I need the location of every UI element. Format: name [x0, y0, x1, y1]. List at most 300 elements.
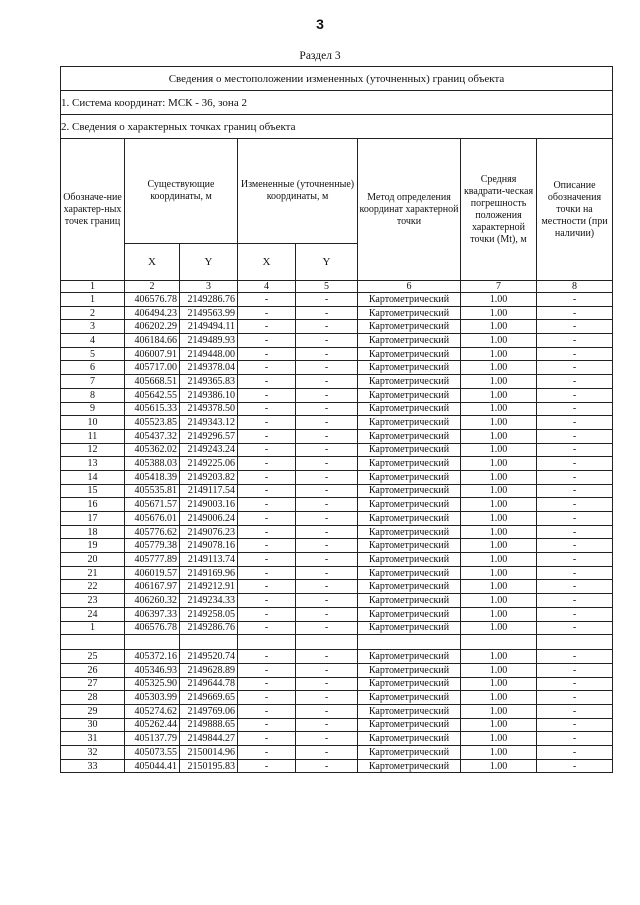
- cell-description: -: [537, 566, 613, 580]
- cell-error: 1.00: [461, 746, 537, 760]
- cell-existing-y: 2149286.76: [180, 621, 238, 635]
- cell-method: Картометрический: [358, 416, 461, 430]
- cell-point: 32: [61, 746, 125, 760]
- cell-description: -: [537, 594, 613, 608]
- cell-error: 1.00: [461, 470, 537, 484]
- table-row: [61, 388, 613, 402]
- cell-point: 28: [61, 691, 125, 705]
- cell-changed-x: -: [238, 621, 296, 635]
- cell-method: Картометрический: [358, 650, 461, 664]
- cell-error: 1.00: [461, 650, 537, 664]
- cell-point: 4: [61, 334, 125, 348]
- cell-existing-x: 406019.57: [125, 566, 180, 580]
- cell-description: -: [537, 663, 613, 677]
- cell-existing-x: 405437.32: [125, 429, 180, 443]
- cell-description: -: [537, 718, 613, 732]
- table-row: [61, 746, 613, 760]
- cell-point: [61, 635, 125, 650]
- cell-changed-y: -: [296, 525, 358, 539]
- cell-changed-x: -: [238, 388, 296, 402]
- cell-changed-y: -: [296, 512, 358, 526]
- cell-existing-y: 2149258.05: [180, 607, 238, 621]
- cell-changed-y: -: [296, 566, 358, 580]
- cell-existing-x: 406576.78: [125, 293, 180, 307]
- cell-changed-y: -: [296, 375, 358, 389]
- column-number: 2: [125, 281, 180, 293]
- cell-existing-y: [180, 635, 238, 650]
- cell-point: 24: [61, 607, 125, 621]
- cell-changed-y: -: [296, 539, 358, 553]
- cell-point: 18: [61, 525, 125, 539]
- cell-point: 2: [61, 306, 125, 320]
- table-row: [61, 443, 613, 457]
- cell-existing-x: 405418.39: [125, 470, 180, 484]
- cell-error: 1.00: [461, 704, 537, 718]
- cell-changed-y: -: [296, 663, 358, 677]
- cell-point: 6: [61, 361, 125, 375]
- cell-changed-x: -: [238, 429, 296, 443]
- cell-changed-x: -: [238, 470, 296, 484]
- header-point: Обозначе-ние характер-ных точек границ: [61, 139, 125, 281]
- cell-changed-y: -: [296, 470, 358, 484]
- cell-method: Картометрический: [358, 718, 461, 732]
- cell-changed-x: [238, 635, 296, 650]
- cell-description: -: [537, 375, 613, 389]
- cell-changed-x: -: [238, 347, 296, 361]
- cell-method: Картометрический: [358, 691, 461, 705]
- cell-point: 12: [61, 443, 125, 457]
- column-number: 7: [461, 281, 537, 293]
- cell-description: -: [537, 334, 613, 348]
- cell-description: -: [537, 746, 613, 760]
- cell-error: 1.00: [461, 732, 537, 746]
- table-row: [61, 361, 613, 375]
- cell-existing-y: 2149365.83: [180, 375, 238, 389]
- cell-point: 29: [61, 704, 125, 718]
- table-row: [61, 498, 613, 512]
- cell-changed-x: -: [238, 553, 296, 567]
- cell-error: 1.00: [461, 621, 537, 635]
- cell-changed-y: -: [296, 650, 358, 664]
- cell-existing-y: 2149520.74: [180, 650, 238, 664]
- cell-method: Картометрический: [358, 677, 461, 691]
- cell-method: Картометрический: [358, 539, 461, 553]
- cell-existing-y: 2149203.82: [180, 470, 238, 484]
- cell-changed-x: -: [238, 704, 296, 718]
- cell-error: 1.00: [461, 375, 537, 389]
- cell-changed-x: -: [238, 580, 296, 594]
- cell-existing-x: 405262.44: [125, 718, 180, 732]
- header-changed-x: X: [238, 244, 296, 281]
- cell-changed-y: -: [296, 361, 358, 375]
- cell-point: 31: [61, 732, 125, 746]
- header-error: Средняя квадрати-ческая погрешность положения характерной точки (Mt), м: [461, 139, 537, 281]
- cell-changed-y: -: [296, 334, 358, 348]
- cell-changed-y: -: [296, 594, 358, 608]
- cell-existing-y: 2149212.91: [180, 580, 238, 594]
- cell-description: -: [537, 580, 613, 594]
- cell-description: -: [537, 293, 613, 307]
- cell-existing-x: 405615.33: [125, 402, 180, 416]
- cell-existing-y: 2149628.89: [180, 663, 238, 677]
- cell-changed-y: -: [296, 416, 358, 430]
- cell-changed-y: -: [296, 429, 358, 443]
- cell-point: 21: [61, 566, 125, 580]
- header-changed-y: Y: [296, 244, 358, 281]
- table-separator-row: [61, 635, 613, 650]
- cell-existing-x: 405303.99: [125, 691, 180, 705]
- cell-existing-x: 405671.57: [125, 498, 180, 512]
- cell-existing-x: 405274.62: [125, 704, 180, 718]
- cell-description: -: [537, 470, 613, 484]
- cell-changed-x: -: [238, 566, 296, 580]
- cell-changed-y: -: [296, 718, 358, 732]
- cell-method: Картометрический: [358, 594, 461, 608]
- cell-changed-x: -: [238, 512, 296, 526]
- cell-changed-x: -: [238, 457, 296, 471]
- cell-existing-y: 2149003.16: [180, 498, 238, 512]
- cell-point: 25: [61, 650, 125, 664]
- cell-point: 16: [61, 498, 125, 512]
- cell-existing-x: 406007.91: [125, 347, 180, 361]
- cell-error: 1.00: [461, 677, 537, 691]
- cell-method: Картометрический: [358, 388, 461, 402]
- cell-point: 15: [61, 484, 125, 498]
- cell-existing-x: 405776.62: [125, 525, 180, 539]
- cell-point: 11: [61, 429, 125, 443]
- cell-point: 26: [61, 663, 125, 677]
- cell-point: 33: [61, 759, 125, 773]
- cell-error: 1.00: [461, 718, 537, 732]
- section-label: Раздел 3: [299, 50, 341, 62]
- cell-changed-x: -: [238, 594, 296, 608]
- cell-error: 1.00: [461, 361, 537, 375]
- cell-description: -: [537, 498, 613, 512]
- cell-changed-x: -: [238, 498, 296, 512]
- table-row: [61, 566, 613, 580]
- cell-existing-x: 405388.03: [125, 457, 180, 471]
- cell-error: 1.00: [461, 566, 537, 580]
- cell-changed-x: -: [238, 525, 296, 539]
- cell-existing-x: 405137.79: [125, 732, 180, 746]
- cell-error: 1.00: [461, 525, 537, 539]
- cell-error: 1.00: [461, 691, 537, 705]
- cell-existing-y: 2149113.74: [180, 553, 238, 567]
- table-row: [61, 553, 613, 567]
- column-number: 1: [61, 281, 125, 293]
- cell-changed-y: -: [296, 607, 358, 621]
- header-existing-coords: Существующие координаты, м: [125, 139, 238, 244]
- cell-description: -: [537, 429, 613, 443]
- table-body: [61, 293, 613, 773]
- cell-point: 23: [61, 594, 125, 608]
- cell-description: -: [537, 691, 613, 705]
- cell-existing-x: 405523.85: [125, 416, 180, 430]
- cell-existing-x: 405717.00: [125, 361, 180, 375]
- cell-existing-y: 2149117.54: [180, 484, 238, 498]
- cell-existing-y: 2149448.00: [180, 347, 238, 361]
- cell-error: 1.00: [461, 293, 537, 307]
- table-title: Сведения о местоположении измененных (уточненных) границ объекта: [61, 67, 613, 91]
- cell-description: -: [537, 443, 613, 457]
- cell-description: -: [537, 759, 613, 773]
- table-row: [61, 663, 613, 677]
- table-row: [61, 621, 613, 635]
- cell-error: 1.00: [461, 306, 537, 320]
- column-number: 8: [537, 281, 613, 293]
- cell-description: -: [537, 306, 613, 320]
- cell-changed-y: -: [296, 498, 358, 512]
- cell-error: 1.00: [461, 539, 537, 553]
- cell-description: -: [537, 553, 613, 567]
- cell-description: -: [537, 525, 613, 539]
- cell-description: [537, 635, 613, 650]
- table-row: [61, 416, 613, 430]
- cell-existing-y: 2149234.33: [180, 594, 238, 608]
- cell-existing-y: 2150014.96: [180, 746, 238, 760]
- cell-existing-y: 2149669.65: [180, 691, 238, 705]
- cell-description: -: [537, 457, 613, 471]
- cell-method: Картометрический: [358, 566, 461, 580]
- cell-description: -: [537, 484, 613, 498]
- cell-changed-x: -: [238, 607, 296, 621]
- cell-changed-y: -: [296, 704, 358, 718]
- table-row: [61, 512, 613, 526]
- cell-method: Картометрический: [358, 402, 461, 416]
- cell-error: 1.00: [461, 402, 537, 416]
- cell-existing-x: 405044.41: [125, 759, 180, 773]
- cell-changed-x: -: [238, 677, 296, 691]
- cell-method: [358, 635, 461, 650]
- cell-error: 1.00: [461, 759, 537, 773]
- cell-existing-y: 2149343.12: [180, 416, 238, 430]
- cell-point: 7: [61, 375, 125, 389]
- table-row: [61, 650, 613, 664]
- cell-description: -: [537, 650, 613, 664]
- cell-existing-x: 405642.55: [125, 388, 180, 402]
- cell-changed-x: -: [238, 361, 296, 375]
- cell-method: Картометрический: [358, 759, 461, 773]
- cell-method: Картометрический: [358, 512, 461, 526]
- cell-method: Картометрический: [358, 293, 461, 307]
- table-row: [61, 347, 613, 361]
- cell-changed-x: -: [238, 539, 296, 553]
- cell-method: Картометрический: [358, 621, 461, 635]
- cell-existing-y: 2149644.78: [180, 677, 238, 691]
- table-row: [61, 594, 613, 608]
- table-row: [61, 718, 613, 732]
- cell-point: 3: [61, 320, 125, 334]
- cell-existing-y: 2149169.96: [180, 566, 238, 580]
- cell-description: -: [537, 402, 613, 416]
- cell-changed-x: -: [238, 320, 296, 334]
- cell-error: 1.00: [461, 334, 537, 348]
- cell-changed-y: -: [296, 306, 358, 320]
- cell-method: Картометрический: [358, 457, 461, 471]
- cell-changed-y: -: [296, 388, 358, 402]
- cell-point: 9: [61, 402, 125, 416]
- boundary-points-table: [60, 66, 613, 773]
- cell-existing-x: 405073.55: [125, 746, 180, 760]
- cell-changed-x: -: [238, 306, 296, 320]
- header-method: Метод определения координат характерной точки: [358, 139, 461, 281]
- cell-existing-x: 406260.32: [125, 594, 180, 608]
- cell-existing-y: 2149386.10: [180, 388, 238, 402]
- cell-description: -: [537, 607, 613, 621]
- cell-existing-x: 405668.51: [125, 375, 180, 389]
- cell-existing-x: 405779.38: [125, 539, 180, 553]
- cell-method: Картометрический: [358, 429, 461, 443]
- cell-changed-x: -: [238, 759, 296, 773]
- cell-description: -: [537, 388, 613, 402]
- cell-existing-x: 405676.01: [125, 512, 180, 526]
- table-row: [61, 306, 613, 320]
- cell-method: Картометрический: [358, 607, 461, 621]
- cell-existing-y: 2149378.50: [180, 402, 238, 416]
- cell-method: Картометрический: [358, 498, 461, 512]
- cell-existing-x: 406184.66: [125, 334, 180, 348]
- cell-method: Картометрический: [358, 484, 461, 498]
- cell-existing-y: 2149078.16: [180, 539, 238, 553]
- cell-changed-x: -: [238, 484, 296, 498]
- cell-point: 1: [61, 293, 125, 307]
- cell-point: 22: [61, 580, 125, 594]
- table-row: [61, 732, 613, 746]
- cell-existing-y: 2149006.24: [180, 512, 238, 526]
- cell-changed-y: -: [296, 457, 358, 471]
- table-row: [61, 539, 613, 553]
- cell-changed-y: -: [296, 402, 358, 416]
- cell-changed-y: -: [296, 580, 358, 594]
- cell-changed-y: -: [296, 621, 358, 635]
- cell-changed-y: -: [296, 320, 358, 334]
- column-number: 3: [180, 281, 238, 293]
- cell-description: -: [537, 539, 613, 553]
- cell-point: 13: [61, 457, 125, 471]
- cell-point: 14: [61, 470, 125, 484]
- cell-existing-y: 2149296.57: [180, 429, 238, 443]
- cell-error: 1.00: [461, 553, 537, 567]
- coordinate-system: 1. Система координат: МСК - 36, зона 2: [61, 91, 613, 115]
- cell-existing-x: 405362.02: [125, 443, 180, 457]
- cell-existing-y: 2149286.76: [180, 293, 238, 307]
- cell-method: Картометрический: [358, 663, 461, 677]
- column-number: 5: [296, 281, 358, 293]
- table-row: [61, 402, 613, 416]
- cell-changed-x: -: [238, 443, 296, 457]
- header-existing-x: X: [125, 244, 180, 281]
- cell-existing-y: 2149769.06: [180, 704, 238, 718]
- table-row: [61, 580, 613, 594]
- cell-method: Картометрический: [358, 334, 461, 348]
- cell-method: Картометрический: [358, 443, 461, 457]
- cell-description: -: [537, 512, 613, 526]
- table-row: [61, 607, 613, 621]
- cell-existing-x: [125, 635, 180, 650]
- cell-changed-x: -: [238, 416, 296, 430]
- column-number: 4: [238, 281, 296, 293]
- cell-changed-y: -: [296, 347, 358, 361]
- cell-error: 1.00: [461, 429, 537, 443]
- cell-description: -: [537, 677, 613, 691]
- cell-changed-x: -: [238, 402, 296, 416]
- cell-error: 1.00: [461, 663, 537, 677]
- cell-method: Картометрический: [358, 470, 461, 484]
- points-heading: 2. Сведения о характерных точках границ объекта: [61, 115, 613, 139]
- table-row: [61, 525, 613, 539]
- table-row: [61, 320, 613, 334]
- cell-changed-x: -: [238, 663, 296, 677]
- table-row: [61, 457, 613, 471]
- cell-error: 1.00: [461, 457, 537, 471]
- cell-changed-x: -: [238, 334, 296, 348]
- cell-error: [461, 635, 537, 650]
- cell-changed-y: [296, 635, 358, 650]
- header-existing-y: Y: [180, 244, 238, 281]
- cell-existing-y: 2149225.06: [180, 457, 238, 471]
- cell-existing-x: 405777.89: [125, 553, 180, 567]
- cell-method: Картометрический: [358, 732, 461, 746]
- cell-method: Картометрический: [358, 704, 461, 718]
- table-row: [61, 677, 613, 691]
- cell-description: -: [537, 347, 613, 361]
- cell-changed-y: -: [296, 691, 358, 705]
- table-row: [61, 334, 613, 348]
- cell-error: 1.00: [461, 580, 537, 594]
- cell-point: 5: [61, 347, 125, 361]
- cell-error: 1.00: [461, 347, 537, 361]
- cell-changed-y: -: [296, 732, 358, 746]
- cell-changed-y: -: [296, 484, 358, 498]
- cell-error: 1.00: [461, 594, 537, 608]
- cell-changed-y: -: [296, 746, 358, 760]
- cell-existing-x: 405346.93: [125, 663, 180, 677]
- cell-error: 1.00: [461, 388, 537, 402]
- table-row: [61, 759, 613, 773]
- cell-changed-x: -: [238, 650, 296, 664]
- table-row: [61, 704, 613, 718]
- cell-existing-x: 406397.33: [125, 607, 180, 621]
- cell-error: 1.00: [461, 484, 537, 498]
- cell-existing-x: 405535.81: [125, 484, 180, 498]
- cell-point: 27: [61, 677, 125, 691]
- header-description: Описание обозначения точки на местности (при наличии): [537, 139, 613, 281]
- cell-existing-y: 2150195.83: [180, 759, 238, 773]
- cell-changed-y: -: [296, 759, 358, 773]
- cell-error: 1.00: [461, 512, 537, 526]
- page-number: 3: [316, 16, 324, 32]
- column-number: 6: [358, 281, 461, 293]
- cell-method: Картометрический: [358, 580, 461, 594]
- cell-description: -: [537, 621, 613, 635]
- cell-error: 1.00: [461, 320, 537, 334]
- cell-point: 1: [61, 621, 125, 635]
- cell-description: -: [537, 361, 613, 375]
- table-row: [61, 293, 613, 307]
- cell-method: Картометрический: [358, 375, 461, 389]
- cell-changed-x: -: [238, 732, 296, 746]
- cell-method: Картометрический: [358, 306, 461, 320]
- cell-description: -: [537, 416, 613, 430]
- cell-method: Картометрический: [358, 553, 461, 567]
- cell-changed-y: -: [296, 677, 358, 691]
- cell-existing-y: 2149489.93: [180, 334, 238, 348]
- cell-method: Картометрический: [358, 525, 461, 539]
- cell-existing-x: 406576.78: [125, 621, 180, 635]
- cell-existing-x: 405372.16: [125, 650, 180, 664]
- cell-method: Картометрический: [358, 746, 461, 760]
- cell-existing-y: 2149844.27: [180, 732, 238, 746]
